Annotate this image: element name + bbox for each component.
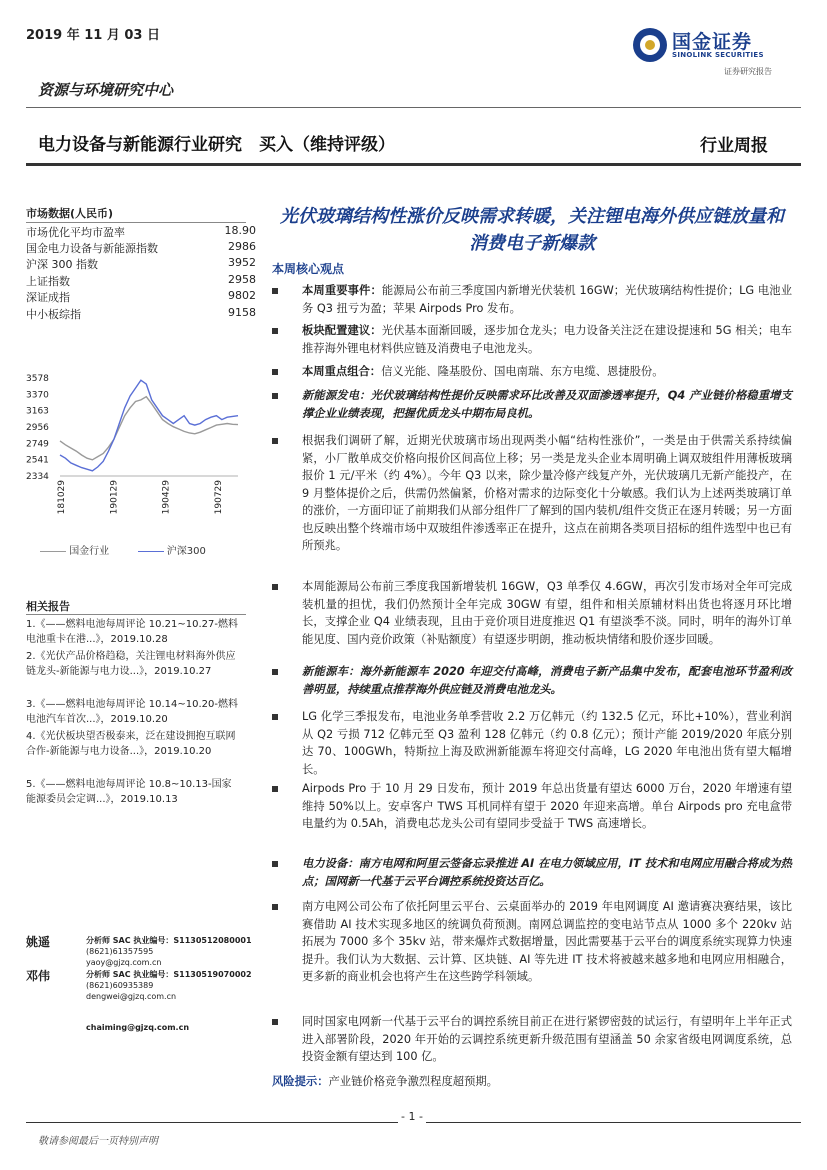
bullet-label: 本周重点组合： bbox=[302, 365, 382, 378]
series-line-industry bbox=[60, 397, 238, 460]
bullet-text bbox=[302, 322, 792, 357]
market-row bbox=[26, 256, 256, 272]
header-divider bbox=[26, 107, 801, 108]
core-view-bullet bbox=[272, 780, 792, 833]
analyst-name: 姚遥 bbox=[26, 935, 51, 949]
risk-label: 风险提示： bbox=[272, 1075, 329, 1088]
core-view-bullet bbox=[272, 1013, 792, 1066]
bullet-square-icon bbox=[272, 1019, 278, 1025]
y-tick-label: 2956 bbox=[26, 423, 49, 433]
sector-rating: 电力设备与新能源行业研究 买入（维持评级） bbox=[38, 135, 395, 155]
analyst-contact-line: (8621)60935389 bbox=[86, 981, 154, 990]
bullet-text bbox=[302, 432, 792, 555]
y-tick-label: 2749 bbox=[26, 439, 49, 450]
analyst-contact-line: dengwei@gjzq.com.cn bbox=[86, 992, 177, 1001]
bullet-square-icon bbox=[272, 369, 278, 375]
market-row-label: 沪深 300 指数 bbox=[26, 258, 98, 271]
bullet-text bbox=[302, 663, 792, 698]
bullet-square-icon bbox=[272, 328, 278, 334]
bullet-label: 新能源车： bbox=[302, 665, 360, 678]
bullet-text bbox=[302, 282, 792, 317]
related-divider bbox=[26, 614, 246, 615]
report-type: 行业周报 bbox=[700, 136, 768, 156]
disclaimer-note: 敬请参阅最后一页特别声明 bbox=[38, 1136, 158, 1147]
bullet-label: 本周重要事件： bbox=[302, 284, 382, 297]
bullet-label: 新能源发电： bbox=[302, 389, 371, 402]
legend-label-industry: 国金行业 bbox=[69, 546, 110, 557]
contact-email: chaiming@gjzq.com.cn bbox=[86, 1023, 190, 1032]
bullet-label: 电力设备： bbox=[302, 857, 359, 870]
market-row-label: 深证成指 bbox=[26, 291, 70, 304]
market-row-value: 9802 bbox=[228, 289, 256, 302]
market-row-value: 9158 bbox=[228, 306, 256, 319]
bullet-body: 南方电网和阿里云签备忘录推进 AI 在电力领域应用，IT 技术和电网应用融合将成为热点；国网新一代基于云平台调控系统投资达百亿。 bbox=[302, 857, 792, 888]
bullet-square-icon bbox=[272, 786, 278, 792]
market-row-label: 市场优化平均市盈率 bbox=[26, 226, 125, 239]
core-view-bullet bbox=[272, 855, 792, 890]
risk-warning bbox=[272, 1073, 498, 1089]
bullet-body: 本周能源局公布前三季度我国新增装机 16GW，Q3 单季仅 4.6GW，再次引发市场对全年可完成装机量的担忧，我们仍然预计全年完成 30GW 有望，组件和相关原辅材料出货也将逐月环比增长，支撑企业 Q4 业绩表现，且由于竞价项目进度推迟 Q1 有望淡季不淡。同时，明年的海外订单能见度、国内竞价政策（补贴额度）有望逐步明朗，推动板块情绪和股价逐步回暖。 bbox=[302, 580, 792, 646]
market-divider bbox=[26, 222, 246, 223]
logo-title: 国金证券 bbox=[672, 31, 753, 53]
related-report-item: 3.《——燃料电池每周评论 10.14~10.20-燃料电池汽车首次...》，2019.10.20 bbox=[26, 699, 238, 725]
market-row-label: 中小板综指 bbox=[26, 308, 81, 321]
bullet-body: 能源局公布前三季度国内新增光伏装机 16GW；光伏玻璃结构性提价；LG 电池业务 Q3 扭亏为盈；苹果 Airpods Pro 发布。 bbox=[302, 284, 792, 315]
logo-english: SINOLINK SECURITIES bbox=[672, 51, 764, 59]
related-reports-title: 相关报告 bbox=[26, 600, 70, 613]
market-row bbox=[26, 224, 256, 240]
risk-text: 产业链价格竞争激烈程度超预期。 bbox=[328, 1075, 498, 1088]
core-view-bullet bbox=[272, 322, 792, 357]
bullet-text bbox=[302, 898, 792, 986]
bullet-square-icon bbox=[272, 438, 278, 444]
bullet-body: 光伏基本面渐回暖，逐步加仓龙头；电力设备关注泛在建设提速和 5G 相关；电车推荐海外锂电材料供应链及消费电子电池龙头。 bbox=[302, 324, 792, 355]
market-data-title: 市场数据(人民币) bbox=[26, 207, 114, 220]
market-row bbox=[26, 240, 256, 256]
analyst-contact-line: 分析师 SAC 执业编号：S1130512080001 bbox=[86, 936, 252, 945]
bullet-body: 同时国家电网新一代基于云平台的调控系统目前正在进行紧锣密鼓的试运行，有望明年上半年正式进入部署阶段，2020 年开始的云调控系统更新升级范围有望涵盖 50 余家省级电网调度系统，总投资金额有望达到 100 亿。 bbox=[302, 1015, 792, 1063]
analyst-contact bbox=[86, 935, 252, 968]
market-row-value: 2986 bbox=[228, 240, 256, 253]
bullet-square-icon bbox=[272, 669, 278, 675]
report-date: 2019 年 11 月 03 日 bbox=[26, 28, 160, 43]
research-center: 资源与环境研究中心 bbox=[38, 81, 174, 99]
core-view-bullet bbox=[272, 363, 792, 381]
report-headline: 光伏玻璃结构性涨价反映需求转暖，关注锂电海外供应链放量和消费电子新爆款 bbox=[280, 206, 784, 254]
core-view-bullet bbox=[272, 898, 792, 986]
bullet-square-icon bbox=[272, 861, 278, 867]
x-tick-label: 190429 bbox=[161, 480, 172, 515]
x-tick-label: 181029 bbox=[57, 480, 67, 515]
index-line-chart bbox=[26, 368, 246, 518]
y-tick-label: 3163 bbox=[26, 406, 49, 417]
bullet-text bbox=[302, 578, 792, 648]
core-view-bullet bbox=[272, 387, 792, 422]
y-tick-label: 3578 bbox=[26, 374, 49, 384]
analyst-contact-line: 分析师 SAC 执业编号：S1130519070002 bbox=[86, 970, 252, 979]
bullet-body: 海外新能源车 2020 年迎交付高峰，消费电子新产品集中发布，配套电池环节盈利改善明显，持续重点推荐海外供应链及消费电池龙头。 bbox=[302, 665, 792, 696]
y-tick-label: 3370 bbox=[26, 390, 49, 401]
bullet-body: Airpods Pro 于 10 月 29 日发布，预计 2019 年总出货量有望达 6000 万台，2020 年增速有望维持 50%以上。安卓客户 TWS 耳机同样有望于 2020 年迎来高增。单台 Airpods pro 充电盒带电量约为 0.5Ah，消费电芯龙头公司有望同步受益于 TWS 高速增长。 bbox=[302, 782, 792, 830]
x-tick-label: 190129 bbox=[109, 480, 120, 515]
market-row-value: 2958 bbox=[228, 273, 256, 286]
bullet-text bbox=[302, 780, 792, 833]
related-report-item: 2.《光伏产品价格趋稳，关注锂电材料海外供应链龙头-新能源与电力设...》，2019.10.27 bbox=[26, 651, 236, 677]
bullet-text bbox=[302, 1013, 792, 1066]
legend-label-hs300: 沪深300 bbox=[166, 546, 206, 557]
market-row bbox=[26, 273, 256, 289]
analyst-contact bbox=[86, 969, 252, 1002]
bullet-square-icon bbox=[272, 714, 278, 720]
bullet-square-icon bbox=[272, 393, 278, 399]
analyst-name: 邓伟 bbox=[26, 969, 51, 983]
page-number: - 1 - bbox=[398, 1110, 426, 1123]
chart-legend bbox=[40, 542, 206, 557]
market-row-label: 上证指数 bbox=[26, 275, 70, 288]
analyst-contact-line: yaoy@gjzq.com.cn bbox=[86, 958, 162, 967]
core-view-bullet bbox=[272, 578, 792, 648]
market-row bbox=[26, 289, 256, 305]
y-tick-label: 2541 bbox=[26, 455, 49, 466]
related-report-item: 4.《光伏板块望否极泰来，泛在建设拥抱互联网合作-新能源与电力设备...》，2019.10.20 bbox=[26, 731, 236, 757]
legend-swatch-industry bbox=[40, 551, 66, 552]
logo-subtitle: 证券研究报告 bbox=[724, 67, 772, 76]
core-view-bullet bbox=[272, 663, 792, 698]
core-view-bullet bbox=[272, 432, 792, 555]
bullet-text bbox=[302, 387, 792, 422]
bullet-text bbox=[302, 363, 792, 381]
market-row-value: 3952 bbox=[228, 256, 256, 269]
bullet-body: 信义光能、隆基股份、国电南瑞、东方电缆、恩捷股份。 bbox=[381, 365, 664, 378]
core-view-bullet bbox=[272, 708, 792, 778]
bullet-label: 板块配置建议： bbox=[302, 324, 382, 337]
related-report-item: 1.《——燃料电池每周评论 10.21~10.27-燃料电池重卡在港...》，2019.10.28 bbox=[26, 619, 238, 645]
related-report-item: 5.《——燃料电池每周评论 10.8~10.13-国家能源委员会定调...》，2019.10.13 bbox=[26, 779, 232, 805]
legend-swatch-hs300 bbox=[138, 551, 164, 552]
core-views-title: 本周核心观点 bbox=[272, 262, 345, 276]
bullet-body: LG 化学三季报发布，电池业务单季营收 2.2 万亿韩元（约 132.5 亿元，环比+10%），营业利润从 Q2 亏损 712 亿韩元至 Q3 盈利 128 亿韩元（约 0.8 亿元）；预计产能 2019/2020 年底分别达 70、100GWh，特斯拉上海及欧洲新能源车将迎交付高峰，LG 2020 年电池出货有望大幅增长。 bbox=[302, 710, 792, 776]
x-tick-label: 190729 bbox=[214, 480, 225, 515]
bullet-body: 南方电网公司公布了依托阿里云平台、云桌面举办的 2019 年电网调度 AI 邀请赛决赛结果，该比赛借助 AI 技术实现多地区的统调负荷预测。南网总调监控的变电站节点从 1000 多个 220kv 站拓展为 7000 多个 35kv 站，带来爆炸式数据增量，因此需要基于云平台的调度系统实现算力快速提升。我们认为大数据、云计算、区块链、AI 等先进 IT 技术将被越来越多地和电网应用相融合，更多新的商业机会也将产生在这些跨学科领域。 bbox=[302, 900, 792, 983]
bullet-body: 根据我们调研了解，近期光伏玻璃市场出现两类小幅“结构性涨价”，一类是由于供需关系持续偏紧，小厂散单成交价格向报价区间高位上移；另一类是龙头企业本周明确上调双玻组件用薄板玻璃报价 1 元/平米（约 4%）。今年 Q3 以来，除少量冷修产线复产外，光伏玻璃几无新产能投产，在 9 月整体提价之后，供需仍然偏紧，价格对需求的边际变化十分敏感。我们认为上述两类玻璃订单的涨价，一方面印证了前期我们从部分组件厂了解到的国内装机/组件交货正在逐月转暖；另一方面也反映出整个终端市场中双玻组件渗透率正在提升，这点在前期各类项目招标的组件选型中也已有所预兆。 bbox=[302, 434, 792, 552]
header-rule bbox=[26, 163, 801, 166]
market-row-value: 18.90 bbox=[224, 224, 256, 237]
core-view-bullet bbox=[272, 282, 792, 317]
bullet-square-icon bbox=[272, 288, 278, 294]
market-row bbox=[26, 306, 256, 322]
bullet-text bbox=[302, 855, 792, 890]
analyst-contact-line: (8621)61357595 bbox=[86, 947, 154, 956]
y-tick-label: 2334 bbox=[26, 472, 49, 482]
market-row-label: 国金电力设备与新能源指数 bbox=[26, 242, 158, 255]
bullet-text bbox=[302, 708, 792, 778]
bullet-square-icon bbox=[272, 904, 278, 910]
bullet-body: 光伏玻璃结构性提价反映需求环比改善及双面渗透率提升，Q4 产业链价格稳重增支撑企业业绩表现，把握优质龙头中期布局良机。 bbox=[302, 389, 792, 420]
bullet-square-icon bbox=[272, 584, 278, 590]
